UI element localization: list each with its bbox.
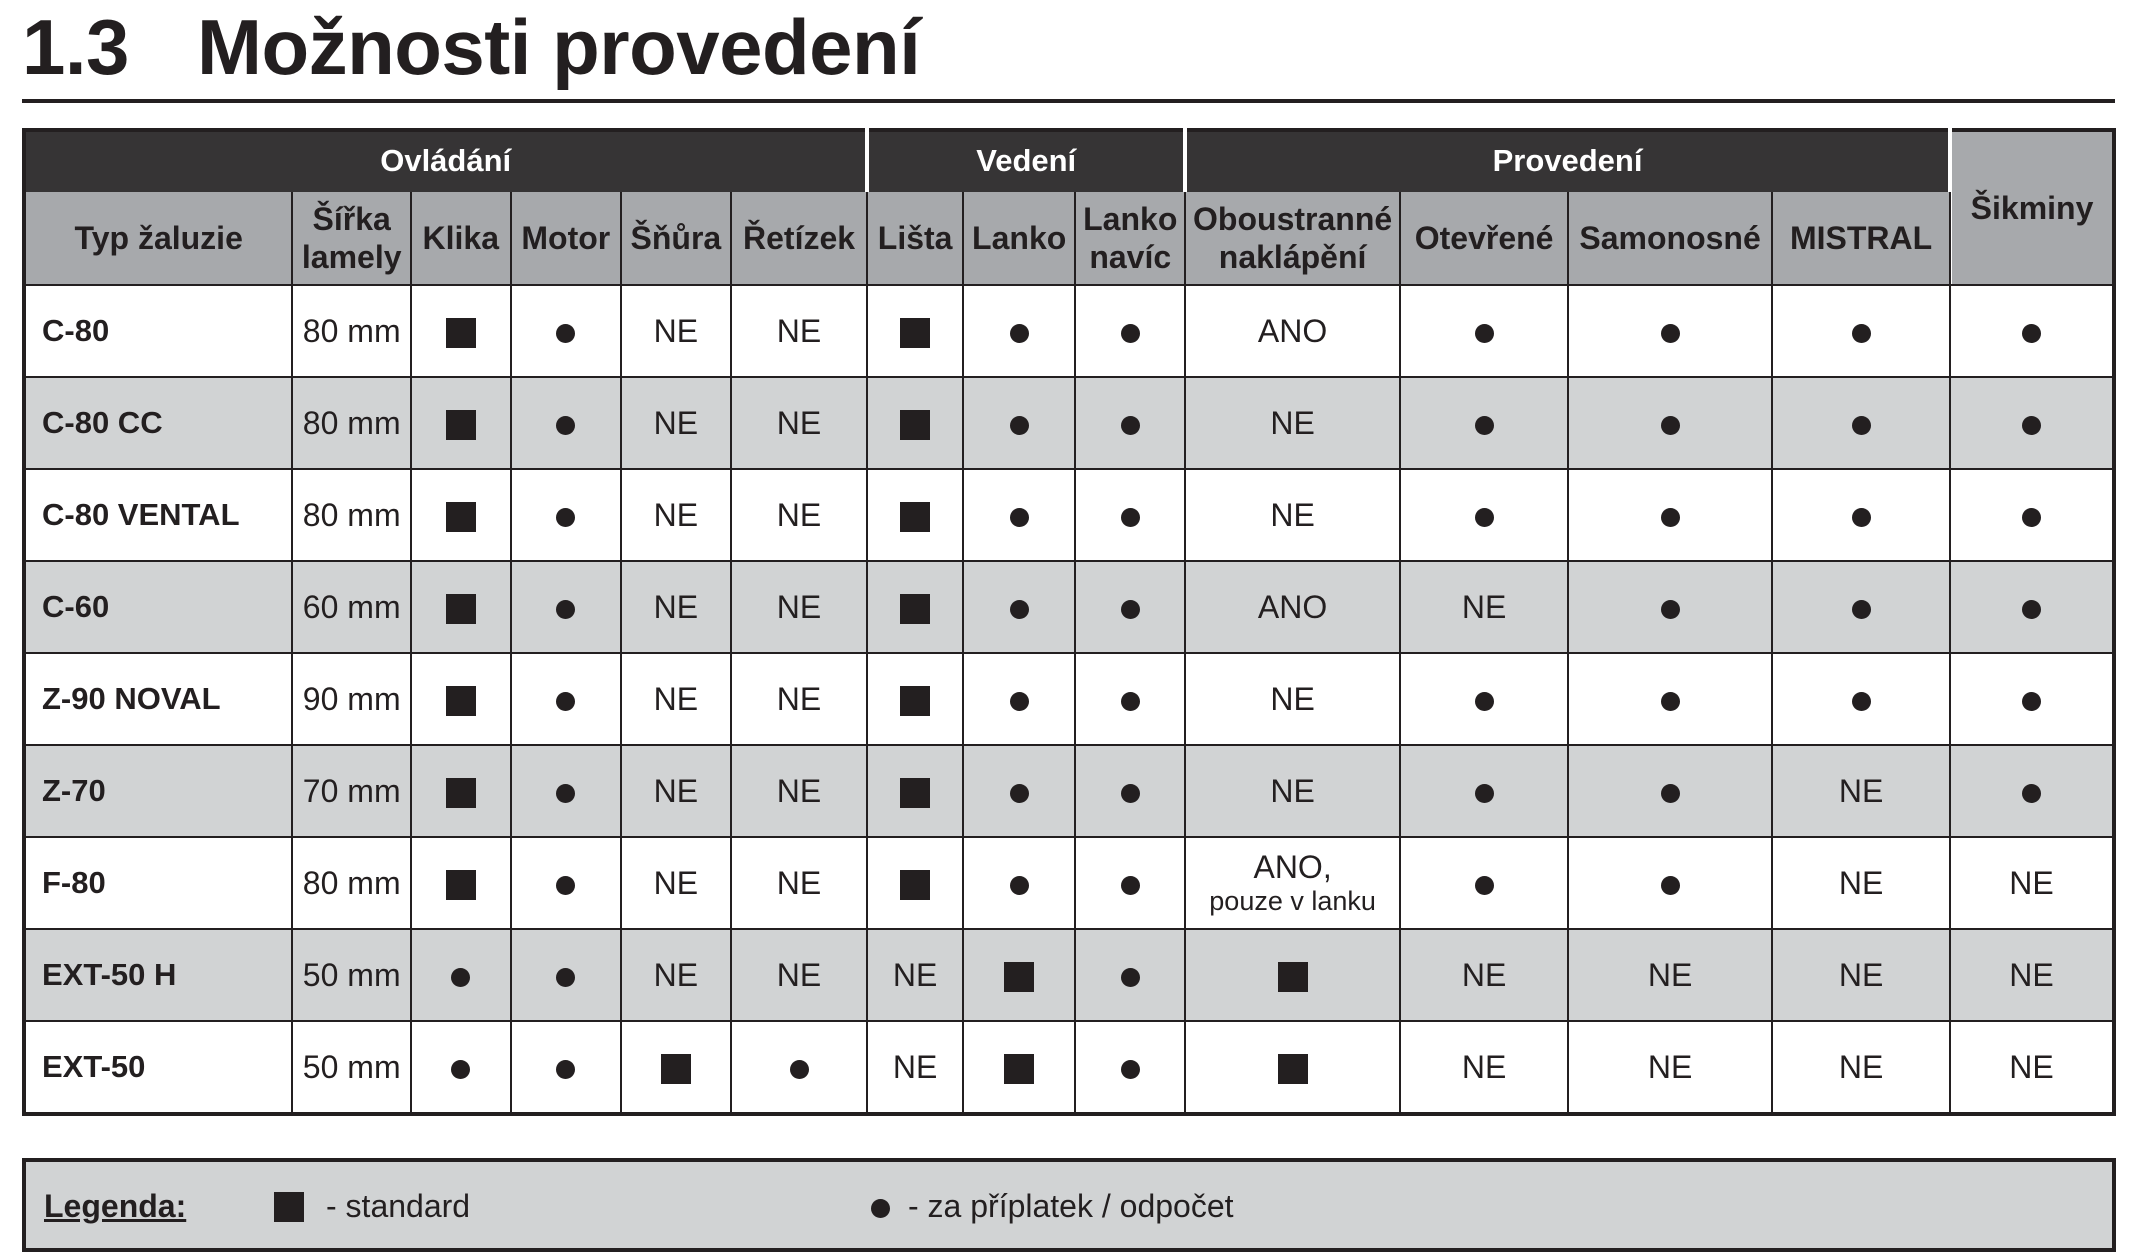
cell-motor [511, 561, 622, 653]
cell-width: 70 mm [292, 745, 411, 837]
cell-lanko-navic [1075, 653, 1185, 745]
cell-motor [511, 745, 622, 837]
cell-mistral [1772, 469, 1950, 561]
cell-mistral [1772, 285, 1950, 377]
cell-samonosne [1568, 561, 1772, 653]
dot-icon [1852, 416, 1871, 435]
cell-mistral: NE [1772, 1021, 1950, 1114]
cell-otevrene: NE [1400, 1021, 1568, 1114]
cell-klika [411, 377, 511, 469]
cell-lanko [963, 837, 1076, 929]
dot-icon [1475, 416, 1494, 435]
cell-samonosne: NE [1568, 1021, 1772, 1114]
cell-oboustranne [1185, 837, 1400, 929]
cell-otevrene [1400, 377, 1568, 469]
cell-mistral [1772, 653, 1950, 745]
dot-icon [451, 968, 470, 987]
square-icon [446, 410, 476, 440]
table-body [24, 285, 2114, 1114]
cell-sikminy: NE [1950, 929, 2114, 1021]
dot-icon [1661, 324, 1680, 343]
group-provedeni: Provedení [1185, 130, 1950, 191]
dot-icon [1475, 876, 1494, 895]
dot-icon [556, 968, 575, 987]
dot-icon [1852, 324, 1871, 343]
col-mistral: MISTRAL [1772, 191, 1950, 285]
cell-retizek: NE [731, 929, 868, 1021]
cell-snura: NE [621, 929, 731, 1021]
cell-klika [411, 561, 511, 653]
section-title: Možnosti provedení [197, 2, 921, 91]
cell-otevrene [1400, 653, 1568, 745]
cell-samonosne [1568, 745, 1772, 837]
cell-lanko-navic [1075, 929, 1185, 1021]
cell-retizek: NE [731, 653, 868, 745]
cell-lanko-navic [1075, 285, 1185, 377]
dot-icon [451, 1060, 470, 1079]
dot-icon [1121, 968, 1140, 987]
cell-oboustranne [1185, 1021, 1400, 1114]
col-motor: Motor [511, 191, 622, 285]
cell-samonosne [1568, 469, 1772, 561]
group-header-row [24, 130, 2114, 191]
square-icon [446, 594, 476, 624]
cell-klika [411, 837, 511, 929]
cell-lanko [963, 653, 1076, 745]
cell-oboustranne: ANO [1185, 285, 1400, 377]
cell-oboustranne: ANO [1185, 561, 1400, 653]
cell-lista [867, 653, 962, 745]
cell-mistral: NE [1772, 929, 1950, 1021]
cell-lanko-navic [1075, 377, 1185, 469]
cell-klika [411, 653, 511, 745]
dot-icon [1121, 600, 1140, 619]
square-icon [1004, 1054, 1034, 1084]
cell-motor [511, 837, 622, 929]
dot-icon [1661, 508, 1680, 527]
cell-sikminy: NE [1950, 837, 2114, 929]
dot-icon [1475, 324, 1494, 343]
dot-icon [1475, 692, 1494, 711]
dot-icon [1661, 784, 1680, 803]
cell-otevrene [1400, 745, 1568, 837]
cell-retizek: NE [731, 561, 868, 653]
dot-icon [556, 876, 575, 895]
cell-lanko [963, 285, 1076, 377]
cell-retizek: NE [731, 837, 868, 929]
cell-motor [511, 377, 622, 469]
square-icon [1278, 1054, 1308, 1084]
cell-retizek [731, 1021, 868, 1114]
dot-icon [1010, 784, 1029, 803]
cell-sikminy [1950, 377, 2114, 469]
dot-icon [1010, 600, 1029, 619]
dot-icon [556, 600, 575, 619]
dot-icon [2022, 324, 2041, 343]
table-row [24, 745, 2114, 837]
cell-motor [511, 285, 622, 377]
cell-type-name: Z-70 [24, 745, 292, 837]
cell-lanko-navic [1075, 745, 1185, 837]
cell-type-name: F-80 [24, 837, 292, 929]
cell-sikminy [1950, 561, 2114, 653]
group-vedeni: Vedení [867, 130, 1185, 191]
cell-otevrene: NE [1400, 561, 1568, 653]
cell-retizek: NE [731, 285, 868, 377]
col-lanko: Lanko [963, 191, 1076, 285]
dot-icon [2022, 784, 2041, 803]
dot-icon [556, 784, 575, 803]
dot-icon [1010, 324, 1029, 343]
cell-snura: NE [621, 653, 731, 745]
cell-mistral [1772, 377, 1950, 469]
cell-klika [411, 469, 511, 561]
cell-mistral [1772, 561, 1950, 653]
cell-lanko-navic [1075, 561, 1185, 653]
square-icon [900, 686, 930, 716]
col-sirka-line1: Šířka [312, 200, 391, 237]
square-icon [446, 870, 476, 900]
cell-width: 80 mm [292, 837, 411, 929]
cell-oboustranne: NE [1185, 469, 1400, 561]
cell-lanko [963, 469, 1076, 561]
dot-icon [1010, 508, 1029, 527]
cell-type-name: EXT-50 [24, 1021, 292, 1114]
cell-lista [867, 377, 962, 469]
dot-icon [1475, 784, 1494, 803]
legend-dot-icon [871, 1199, 890, 1218]
dot-icon [2022, 692, 2041, 711]
options-table [22, 128, 2116, 1116]
cell-otevrene [1400, 469, 1568, 561]
cell-mistral: NE [1772, 837, 1950, 929]
cell-lista [867, 745, 962, 837]
table-row [24, 1021, 2114, 1114]
cell-klika [411, 285, 511, 377]
cell-note-main: ANO, [1253, 849, 1332, 886]
legend-standard-text: - standard [326, 1188, 471, 1224]
cell-lanko [963, 561, 1076, 653]
cell-sikminy: NE [1950, 1021, 2114, 1114]
dot-icon [1121, 876, 1140, 895]
square-icon [446, 318, 476, 348]
cell-width: 90 mm [292, 653, 411, 745]
group-ovladani: Ovládání [24, 130, 867, 191]
cell-lanko-navic [1075, 469, 1185, 561]
col-otevrene: Otevřené [1400, 191, 1568, 285]
cell-snura: NE [621, 469, 731, 561]
cell-sikminy [1950, 745, 2114, 837]
square-icon [1004, 962, 1034, 992]
dot-icon [1661, 600, 1680, 619]
cell-lanko [963, 745, 1076, 837]
cell-motor [511, 653, 622, 745]
dot-icon [1475, 508, 1494, 527]
dot-icon [1121, 692, 1140, 711]
cell-sikminy [1950, 653, 2114, 745]
cell-lista: NE [867, 929, 962, 1021]
cell-otevrene [1400, 285, 1568, 377]
cell-type-name: C-60 [24, 561, 292, 653]
col-snura: Šňůra [621, 191, 731, 285]
cell-retizek: NE [731, 469, 868, 561]
cell-retizek: NE [731, 745, 868, 837]
cell-sikminy [1950, 469, 2114, 561]
cell-type-name: C-80 [24, 285, 292, 377]
dot-icon [1852, 692, 1871, 711]
title-rule [22, 99, 2115, 103]
cell-width: 50 mm [292, 1021, 411, 1114]
cell-width: 80 mm [292, 377, 411, 469]
dot-icon [1121, 1060, 1140, 1079]
cell-klika [411, 745, 511, 837]
square-icon [1278, 962, 1308, 992]
square-icon [900, 318, 930, 348]
cell-klika [411, 1021, 511, 1114]
cell-width: 80 mm [292, 469, 411, 561]
table-row [24, 561, 2114, 653]
square-icon [900, 870, 930, 900]
cell-lanko [963, 929, 1076, 1021]
cell-snura: NE [621, 745, 731, 837]
col-sirka-line2: lamely [301, 239, 402, 275]
page-title [22, 2, 920, 92]
cell-mistral: NE [1772, 745, 1950, 837]
legend-surcharge-text: - za příplatek / odpočet [908, 1188, 1234, 1224]
column-header-row [24, 191, 2114, 285]
cell-snura: NE [621, 837, 731, 929]
square-icon [446, 778, 476, 808]
cell-oboustranne: NE [1185, 653, 1400, 745]
square-icon [900, 502, 930, 532]
cell-lanko [963, 1021, 1076, 1114]
cell-motor [511, 929, 622, 1021]
cell-lista [867, 469, 962, 561]
cell-note-sub: pouze v lanku [1209, 885, 1376, 916]
cell-samonosne [1568, 377, 1772, 469]
dot-icon [556, 416, 575, 435]
square-icon [446, 686, 476, 716]
cell-type-name: C-80 CC [24, 377, 292, 469]
cell-lanko [963, 377, 1076, 469]
dot-icon [1852, 600, 1871, 619]
cell-snura [621, 1021, 731, 1114]
square-icon [900, 778, 930, 808]
col-lanko-navic [1075, 191, 1185, 285]
legend-square-icon [274, 1192, 304, 1222]
cell-width: 60 mm [292, 561, 411, 653]
col-sirka [292, 191, 411, 285]
cell-otevrene: NE [1400, 929, 1568, 1021]
table-row [24, 285, 2114, 377]
dot-icon [1661, 692, 1680, 711]
dot-icon [1010, 876, 1029, 895]
legend [22, 1158, 2116, 1252]
col-oboustranne-line1: Oboustranné [1193, 200, 1393, 237]
cell-oboustranne [1185, 929, 1400, 1021]
cell-width: 50 mm [292, 929, 411, 1021]
col-retizek: Řetízek [731, 191, 868, 285]
dot-icon [1661, 416, 1680, 435]
cell-lanko-navic [1075, 837, 1185, 929]
col-samonosne: Samonosné [1568, 191, 1772, 285]
square-icon [446, 502, 476, 532]
cell-oboustranne: NE [1185, 745, 1400, 837]
cell-sikminy [1950, 285, 2114, 377]
cell-type-name: Z-90 NOVAL [24, 653, 292, 745]
table-row [24, 469, 2114, 561]
dot-icon [1121, 416, 1140, 435]
table-row [24, 837, 2114, 929]
col-lista: Lišta [867, 191, 962, 285]
dot-icon [790, 1060, 809, 1079]
table-row [24, 377, 2114, 469]
dot-icon [1010, 416, 1029, 435]
cell-motor [511, 469, 622, 561]
dot-icon [1661, 876, 1680, 895]
cell-width: 80 mm [292, 285, 411, 377]
dot-icon [556, 1060, 575, 1079]
dot-icon [2022, 508, 2041, 527]
cell-snura: NE [621, 377, 731, 469]
square-icon [900, 410, 930, 440]
dot-icon [1010, 692, 1029, 711]
dot-icon [1121, 324, 1140, 343]
table-row [24, 653, 2114, 745]
cell-samonosne [1568, 285, 1772, 377]
cell-snura: NE [621, 561, 731, 653]
cell-klika [411, 929, 511, 1021]
cell-lanko-navic [1075, 1021, 1185, 1114]
section-number: 1.3 [22, 2, 129, 91]
dot-icon [1121, 784, 1140, 803]
dot-icon [556, 508, 575, 527]
cell-samonosne: NE [1568, 929, 1772, 1021]
col-oboustranne [1185, 191, 1400, 285]
col-typ: Typ žaluzie [24, 191, 292, 285]
cell-lista: NE [867, 1021, 962, 1114]
cell-lista [867, 561, 962, 653]
cell-samonosne [1568, 653, 1772, 745]
dot-icon [2022, 416, 2041, 435]
square-icon [661, 1054, 691, 1084]
col-lanko-navic-line1: Lanko [1083, 200, 1178, 237]
dot-icon [1852, 508, 1871, 527]
cell-snura: NE [621, 285, 731, 377]
cell-type-name: EXT-50 H [24, 929, 292, 1021]
cell-otevrene [1400, 837, 1568, 929]
square-icon [900, 594, 930, 624]
cell-note [1186, 849, 1399, 917]
cell-lista [867, 837, 962, 929]
dot-icon [556, 692, 575, 711]
cell-oboustranne: NE [1185, 377, 1400, 469]
col-sikminy: Šikminy [1950, 130, 2114, 285]
dot-icon [2022, 600, 2041, 619]
cell-retizek: NE [731, 377, 868, 469]
cell-type-name: C-80 VENTAL [24, 469, 292, 561]
table-row [24, 929, 2114, 1021]
dot-icon [1121, 508, 1140, 527]
legend-label: Legenda: [44, 1188, 187, 1224]
cell-lista [867, 285, 962, 377]
cell-motor [511, 1021, 622, 1114]
col-lanko-navic-line2: navíc [1089, 239, 1172, 275]
dot-icon [556, 324, 575, 343]
col-klika: Klika [411, 191, 511, 285]
cell-samonosne [1568, 837, 1772, 929]
col-oboustranne-line2: naklápění [1218, 239, 1367, 275]
